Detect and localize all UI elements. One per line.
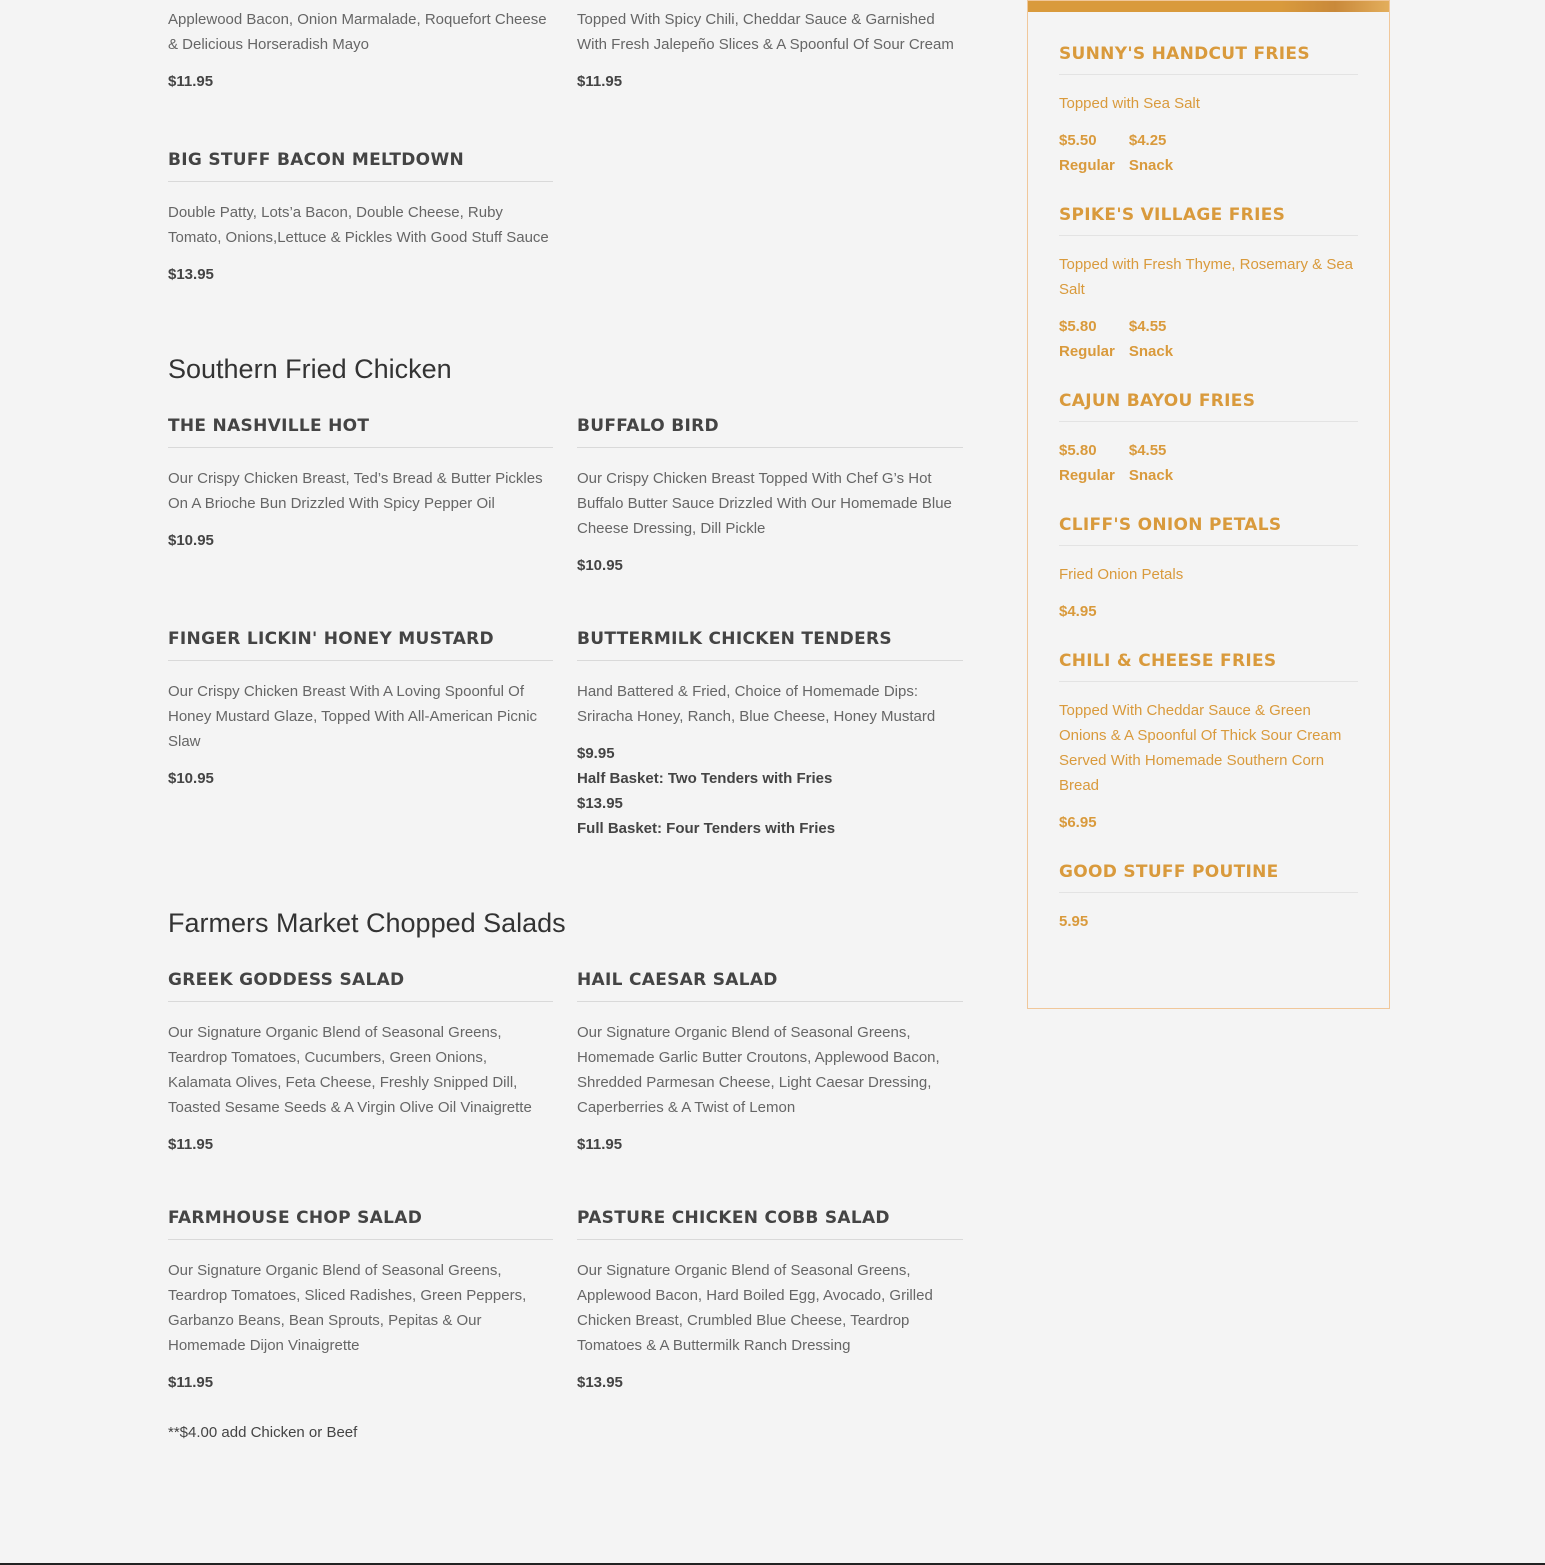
price: $4.25 <box>1128 132 1167 149</box>
price-label: Regular <box>1059 467 1115 484</box>
menu-item-pasture-chicken-cobb-salad <box>577 1208 963 1395</box>
menu-item-farmhouse-chop-salad <box>168 1208 553 1395</box>
item-name: GREEK GODDESS SALAD <box>168 970 553 1002</box>
item-name: FINGER LICKIN' HONEY MUSTARD <box>168 629 553 661</box>
item-price: $10.95 <box>577 557 623 574</box>
price-option-snack <box>1129 128 1173 178</box>
price: $4.55 <box>1128 318 1167 335</box>
sides-sidebar <box>1027 0 1390 1009</box>
price-label: Regular <box>1059 343 1115 360</box>
side-item-spikes-village-fries <box>1059 205 1358 364</box>
side-item-description: Topped With Cheddar Sauce & Green Onions & A Spoonful Of Thick Sour Cream Served With Homemade Southern Corn Bread <box>1059 702 1342 794</box>
price: $4.95 <box>1059 603 1097 620</box>
item-price: $13.95 <box>577 1374 623 1391</box>
item-description: Hand Battered & Fried, Choice of Homemade Dips: Sriracha Honey, Ranch, Blue Cheese, Honey Mustard <box>577 683 936 725</box>
menu-item-nashville-hot <box>168 416 553 553</box>
section-title-salads: Farmers Market Chopped Salads <box>168 908 566 938</box>
item-name: FARMHOUSE CHOP SALAD <box>168 1208 553 1240</box>
price-label: Snack <box>1128 467 1174 484</box>
item-description: Our Signature Organic Blend of Seasonal Greens, Teardrop Tomatoes, Cucumbers, Green Onions, Kalamata Olives, Feta Cheese, Freshly Snipped Dill, Toasted Sesame Seeds & A Virgin Olive Oil Vinaigrette <box>168 1024 532 1116</box>
item-name: PASTURE CHICKEN COBB SALAD <box>577 1208 963 1240</box>
item-description: Our Signature Organic Blend of Seasonal Greens, Applewood Bacon, Hard Boiled Egg, Avocado, Grilled Chicken Breast, Crumbled Blue Cheese, Teardrop Tomatoes & A Buttermilk Ranch Dressing <box>577 1262 933 1354</box>
item-description: Our Crispy Chicken Breast Topped With Chef G’s Hot Buffalo Butter Sauce Drizzled With Our Homemade Blue Cheese Dressing, Dill Pickle <box>577 470 952 537</box>
side-item-prices <box>1059 438 1358 488</box>
side-item-cliffs-onion-petals <box>1059 515 1358 624</box>
side-item-cajun-bayou-fries <box>1059 391 1358 488</box>
side-item-description: Fried Onion Petals <box>1059 566 1184 583</box>
price-label: Snack <box>1128 343 1174 360</box>
side-item-good-stuff-poutine <box>1059 862 1358 934</box>
item-description: Applewood Bacon, Onion Marmalade, Roquefort Cheese & Delicious Horseradish Mayo <box>168 11 547 53</box>
side-item-name: GOOD STUFF POUTINE <box>1059 862 1358 893</box>
item-description: Double Patty, Lots’a Bacon, Double Cheese, Ruby Tomato, Onions,Lettuce & Pickles With Good Stuff Sauce <box>168 204 549 246</box>
price: $4.55 <box>1128 442 1167 459</box>
item-price: $10.95 <box>168 770 214 787</box>
price: $5.80 <box>1059 318 1097 335</box>
item-name: BUTTERMILK CHICKEN TENDERS <box>577 629 963 661</box>
item-price: $11.95 <box>168 1374 214 1391</box>
menu-item-hail-caesar-salad <box>577 970 963 1157</box>
item-price: $10.95 <box>168 532 214 549</box>
side-item-name: CHILI & CHEESE FRIES <box>1059 651 1358 682</box>
item-price: $9.95 <box>577 745 615 762</box>
menu-item-greek-goddess-salad <box>168 970 553 1157</box>
item-description: Our Signature Organic Blend of Seasonal Greens, Homemade Garlic Butter Croutons, Applewood Bacon, Shredded Parmesan Cheese, Light Caesar Dressing, Caperberries & A Twist of Lemon <box>577 1024 940 1116</box>
price-option-snack <box>1129 314 1173 364</box>
price-option-regular <box>1059 438 1115 488</box>
item-name: THE NASHVILLE HOT <box>168 416 553 448</box>
price-option-regular <box>1059 314 1115 364</box>
menu-item-buttermilk-chicken-tenders <box>577 629 963 841</box>
side-item-chili-cheese-fries <box>1059 651 1358 835</box>
price-option-regular <box>1059 128 1115 178</box>
side-item-name: CAJUN BAYOU FRIES <box>1059 391 1358 422</box>
item-description: Topped With Spicy Chili, Cheddar Sauce & Garnished With Fresh Jalepeño Slices & A Spoonful Of Sour Cream <box>577 11 954 53</box>
sidebar-banner-image <box>1028 1 1389 12</box>
item-price: $11.95 <box>577 73 623 90</box>
menu-item-finger-lickin-honey-mustard <box>168 629 553 791</box>
side-item-description: Topped with Sea Salt <box>1059 95 1200 112</box>
item-name: BIG STUFF BACON MELTDOWN <box>168 150 553 182</box>
sides-list <box>1028 12 1389 934</box>
burger-item-continued-2 <box>577 7 963 94</box>
side-item-name: CLIFF'S ONION PETALS <box>1059 515 1358 546</box>
burger-item-continued-1 <box>168 7 553 94</box>
price: $5.80 <box>1059 442 1097 459</box>
price-label: Regular <box>1059 157 1115 174</box>
item-description: Our Crispy Chicken Breast, Ted’s Bread & Butter Pickles On A Brioche Bun Drizzled With Spicy Pepper Oil <box>168 470 543 512</box>
item-name: BUFFALO BIRD <box>577 416 963 448</box>
side-item-name: SUNNY'S HANDCUT FRIES <box>1059 44 1358 75</box>
item-name: HAIL CAESAR SALAD <box>577 970 963 1002</box>
section-title-chicken: Southern Fried Chicken <box>168 354 452 384</box>
menu-item-buffalo-bird <box>577 416 963 578</box>
item-price: $11.95 <box>168 1136 214 1153</box>
side-item-name: SPIKE'S VILLAGE FRIES <box>1059 205 1358 236</box>
item-price-note: Full Basket: Four Tenders with Fries <box>577 820 836 837</box>
price: 5.95 <box>1059 913 1089 930</box>
item-description: Our Signature Organic Blend of Seasonal Greens, Teardrop Tomatoes, Sliced Radishes, Green Peppers, Garbanzo Beans, Bean Sprouts, Pepitas & Our Homemade Dijon Vinaigrette <box>168 1262 527 1354</box>
price: $5.50 <box>1059 132 1097 149</box>
salad-add-protein-note: **$4.00 add Chicken or Beef <box>168 1424 358 1441</box>
price-label: Snack <box>1128 157 1174 174</box>
item-price: $13.95 <box>168 266 214 283</box>
item-description: Our Crispy Chicken Breast With A Loving Spoonful Of Honey Mustard Glaze, Topped With All-American Picnic Slaw <box>168 683 538 750</box>
item-price: $11.95 <box>577 1136 623 1153</box>
item-price: $11.95 <box>168 73 214 90</box>
side-item-description: Topped with Fresh Thyme, Rosemary & Sea Salt <box>1059 256 1354 298</box>
item-price: $13.95 <box>577 795 623 812</box>
side-item-sunnys-handcut-fries <box>1059 44 1358 178</box>
item-price-note: Half Basket: Two Tenders with Fries <box>577 770 833 787</box>
price-option-snack <box>1129 438 1173 488</box>
menu-item-big-stuff-bacon-meltdown <box>168 150 553 287</box>
side-item-prices <box>1059 314 1358 364</box>
price: $6.95 <box>1059 814 1097 831</box>
side-item-prices <box>1059 128 1358 178</box>
